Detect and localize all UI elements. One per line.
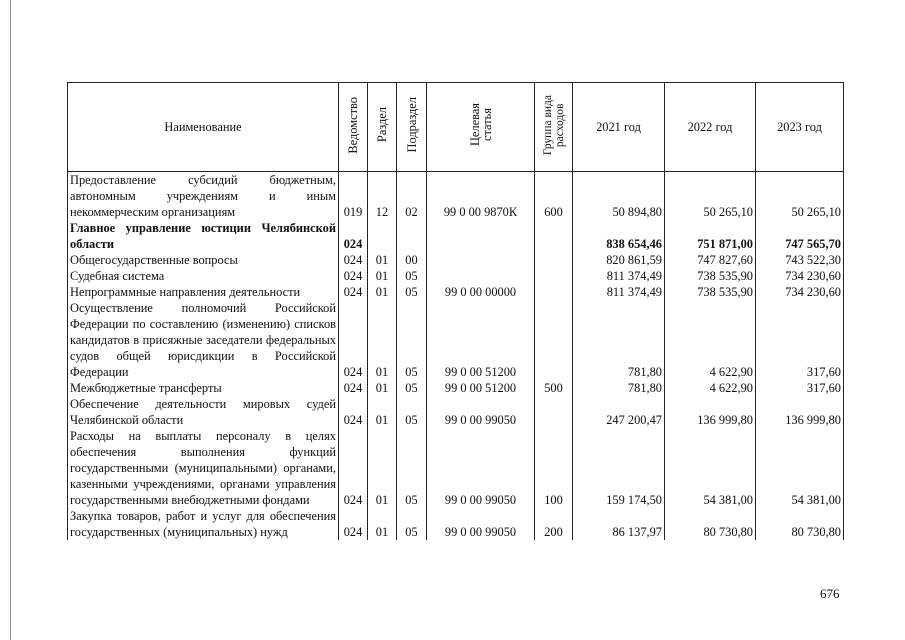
row-2023: 747 565,70 xyxy=(756,220,844,252)
row-2021: 781,80 xyxy=(573,300,665,380)
row-name: Общегосударственные вопросы xyxy=(68,252,339,268)
row-razdel: 01 xyxy=(368,428,397,508)
row-tsel: 99 0 00 99050 xyxy=(427,396,535,428)
row-ved: 024 xyxy=(339,300,368,380)
row-2022: 136 999,80 xyxy=(665,396,756,428)
table-row xyxy=(68,284,844,300)
row-name: Осуществление полномочий Российской Федерации по составлению (изменению) списков кандидатов в присяжные заседатели федеральных судов общей юрисдикции в Российской Федерации xyxy=(68,300,339,380)
row-2021: 86 137,97 xyxy=(573,508,665,540)
row-tsel: 99 0 00 99050 xyxy=(427,428,535,508)
row-podrazdel: 05 xyxy=(397,396,427,428)
row-vid: 600 xyxy=(535,172,573,221)
row-razdel: 01 xyxy=(368,300,397,380)
row-2021: 820 861,59 xyxy=(573,252,665,268)
row-vid xyxy=(535,220,573,252)
row-2023: 136 999,80 xyxy=(756,396,844,428)
row-2022: 80 730,80 xyxy=(665,508,756,540)
budget-table xyxy=(67,82,844,540)
header-name: Наименование xyxy=(68,83,339,172)
table-row xyxy=(68,268,844,284)
row-ved: 024 xyxy=(339,428,368,508)
row-2023: 743 522,30 xyxy=(756,252,844,268)
row-name: Предоставление субсидий бюджетным, автономным учреждениям и иным некоммерческим организациям xyxy=(68,172,339,221)
row-name: Закупка товаров, работ и услуг для обеспечения государственных (муниципальных) нужд xyxy=(68,508,339,540)
row-2022: 50 265,10 xyxy=(665,172,756,221)
row-podrazdel: 05 xyxy=(397,428,427,508)
row-name: Обеспечение деятельности мировых судей Челябинской области xyxy=(68,396,339,428)
row-2022: 751 871,00 xyxy=(665,220,756,252)
row-2022: 747 827,60 xyxy=(665,252,756,268)
row-2023: 317,60 xyxy=(756,300,844,380)
row-tsel xyxy=(427,252,535,268)
row-ved: 024 xyxy=(339,284,368,300)
row-podrazdel: 02 xyxy=(397,172,427,221)
row-razdel: 01 xyxy=(368,284,397,300)
row-podrazdel: 05 xyxy=(397,300,427,380)
row-podrazdel: 05 xyxy=(397,284,427,300)
scan-margin-line xyxy=(10,0,11,640)
table-row xyxy=(68,396,844,428)
page-number: 676 xyxy=(820,586,840,601)
table-row xyxy=(68,300,844,380)
table-header xyxy=(68,83,844,172)
row-tsel: 99 0 00 00000 xyxy=(427,284,535,300)
row-ved: 024 xyxy=(339,252,368,268)
row-2022: 4 622,90 xyxy=(665,380,756,396)
row-2021: 811 374,49 xyxy=(573,268,665,284)
table-row xyxy=(68,252,844,268)
row-name: Межбюджетные трансферты xyxy=(68,380,339,396)
row-vid: 200 xyxy=(535,508,573,540)
table-row xyxy=(68,380,844,396)
row-vid: 100 xyxy=(535,428,573,508)
table-row xyxy=(68,172,844,221)
row-2021: 50 894,80 xyxy=(573,172,665,221)
row-ved: 024 xyxy=(339,380,368,396)
row-razdel: 12 xyxy=(368,172,397,221)
header-2022: 2022 год xyxy=(665,83,756,172)
row-ved: 024 xyxy=(339,396,368,428)
row-2022: 54 381,00 xyxy=(665,428,756,508)
row-name: Расходы на выплаты персоналу в целях обеспечения выполнения функций государственными (муниципальными) органами, казенными учреждениями, органами управления государственными внебюджетными фондами xyxy=(68,428,339,508)
header-podrazdel: Подраздел xyxy=(397,83,427,172)
row-razdel: 01 xyxy=(368,268,397,284)
row-name: Главное управление юстиции Челябинской области xyxy=(68,220,339,252)
table-row xyxy=(68,220,844,252)
row-2022: 4 622,90 xyxy=(665,300,756,380)
row-ved: 024 xyxy=(339,220,368,252)
row-tsel: 99 0 00 9870К xyxy=(427,172,535,221)
header-2021: 2021 год xyxy=(573,83,665,172)
row-2023: 54 381,00 xyxy=(756,428,844,508)
row-tsel: 99 0 00 99050 xyxy=(427,508,535,540)
row-2023: 734 230,60 xyxy=(756,284,844,300)
row-2023: 50 265,10 xyxy=(756,172,844,221)
header-razdel: Раздел xyxy=(368,83,397,172)
row-razdel: 01 xyxy=(368,396,397,428)
row-vid xyxy=(535,396,573,428)
row-podrazdel: 00 xyxy=(397,252,427,268)
row-razdel: 01 xyxy=(368,508,397,540)
row-2021: 838 654,46 xyxy=(573,220,665,252)
row-2023: 317,60 xyxy=(756,380,844,396)
row-vid xyxy=(535,252,573,268)
row-vid xyxy=(535,268,573,284)
row-tsel: 99 0 00 51200 xyxy=(427,380,535,396)
row-name: Судебная система xyxy=(68,268,339,284)
row-2023: 734 230,60 xyxy=(756,268,844,284)
row-ved: 019 xyxy=(339,172,368,221)
row-podrazdel: 05 xyxy=(397,268,427,284)
row-2021: 811 374,49 xyxy=(573,284,665,300)
row-podrazdel xyxy=(397,220,427,252)
header-gruppa-vida: Группа вида расходов xyxy=(535,83,573,172)
header-2023: 2023 год xyxy=(756,83,844,172)
row-2022: 738 535,90 xyxy=(665,284,756,300)
row-razdel: 01 xyxy=(368,252,397,268)
table-row xyxy=(68,508,844,540)
row-podrazdel: 05 xyxy=(397,380,427,396)
row-ved: 024 xyxy=(339,508,368,540)
row-name: Непрограммные направления деятельности xyxy=(68,284,339,300)
row-2023: 80 730,80 xyxy=(756,508,844,540)
row-tsel: 99 0 00 51200 xyxy=(427,300,535,380)
table-row xyxy=(68,428,844,508)
row-2021: 159 174,50 xyxy=(573,428,665,508)
row-ved: 024 xyxy=(339,268,368,284)
row-vid xyxy=(535,300,573,380)
row-vid xyxy=(535,284,573,300)
row-razdel xyxy=(368,220,397,252)
row-2021: 247 200,47 xyxy=(573,396,665,428)
row-2021: 781,80 xyxy=(573,380,665,396)
row-vid: 500 xyxy=(535,380,573,396)
row-razdel: 01 xyxy=(368,380,397,396)
row-2022: 738 535,90 xyxy=(665,268,756,284)
header-tselevaya-statya: Целевая статья xyxy=(427,83,535,172)
row-tsel xyxy=(427,268,535,284)
header-vedomstvo: Ведомство xyxy=(339,83,368,172)
row-podrazdel: 05 xyxy=(397,508,427,540)
table-body xyxy=(68,172,844,541)
row-tsel xyxy=(427,220,535,252)
